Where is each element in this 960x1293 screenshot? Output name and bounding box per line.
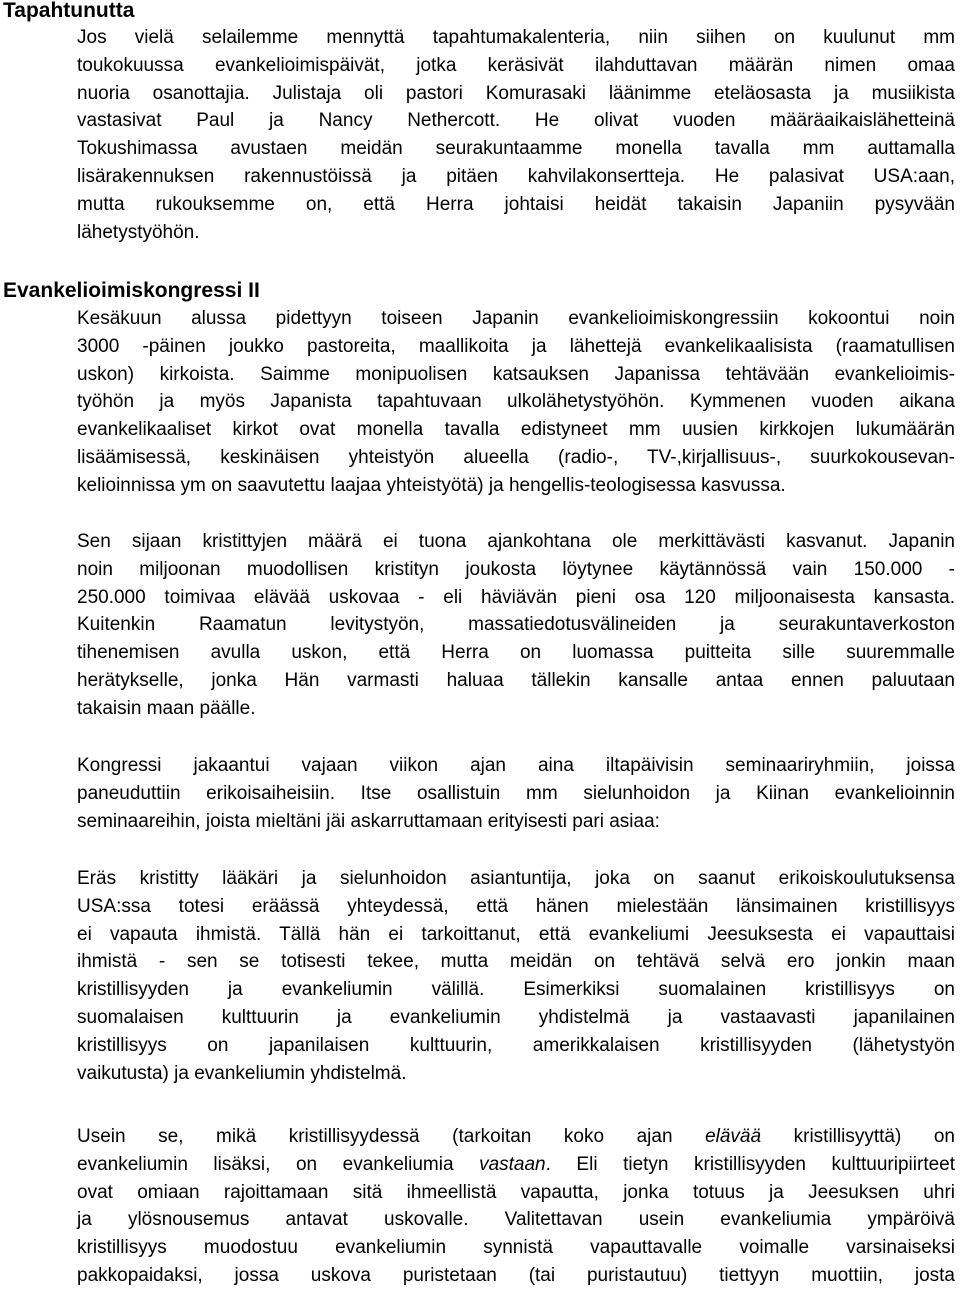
text-line: seminaareihin, joista mieltäni jäi askarruttamaan erityisesti pari asiaa: xyxy=(77,810,660,832)
text-run: . Eli tietyn kristillisyyden kulttuuripiirteet xyxy=(545,1153,956,1175)
text-line: noin miljoonan muodollisen kristityn joukosta löytynee käytännössä vain 150.000 - xyxy=(77,558,955,580)
text-line: paneuduttiin erikoisaiheisiin. Itse osallistuin mm sielunhoidon ja Kiinan evankelioinnin xyxy=(77,782,955,804)
paragraph-culture xyxy=(77,1123,955,1290)
text-line: Kongressi jakaantui vajaan viikon ajan aina iltapäivisin seminaariryhmiin, joissa xyxy=(77,755,955,776)
text-line: uskon) kirkoista. Saimme monipuolisen katsauksen Japanissa tehtävään evankelioimis- xyxy=(77,363,955,385)
text-line: mutta rukouksemme on, että Herra johtaisi heidät takaisin Japaniin pysyvään xyxy=(77,193,955,215)
text-line: lisärakennuksen rakennustöissä ja pitäen kahvilakonsertteja. He palasivat USA:aan, xyxy=(77,165,955,187)
text-line: kristillisyys on japanilaisen kulttuurin, amerikkalaisen kristillisyyden (lähetystyön xyxy=(77,1034,955,1056)
text-line: takaisin maan päälle. xyxy=(77,697,256,719)
text-line: kelioinnissa ym on saavutettu laajaa yhteistyötä) ja hengellis-teologisessa kasvussa. xyxy=(77,474,786,496)
text-line: Kuitenkin Raamatun levitystyön, massatiedotusvälineiden ja seurakuntaverkoston xyxy=(77,614,955,636)
text-line: tihenemisen avulla uskon, että Herra on luomassa puitteita sille suuremmalle xyxy=(77,642,955,664)
paragraph-events xyxy=(77,24,955,246)
text-line: 3000 -päinen joukko pastoreita, maallikoita ja lähettejä evankelikaalisista (raamatullisen xyxy=(77,335,955,357)
text-line: ei vapauta ihmistä. Tällä hän ei tarkoittanut, että evankeliumi Jeesuksesta ei vapauttaisi xyxy=(77,923,955,945)
text-run: ja ylösnousemus antavat uskovalle. Valitettavan usein evankeliumia ympäröivä xyxy=(77,1209,955,1231)
text-line xyxy=(77,1206,955,1234)
section-heading-tapahtunutta: Tapahtunutta xyxy=(3,0,135,22)
text-line: toukokuussa evankelioimispäivät, jotka keräsivät ilahduttavan määrän nimen omaa xyxy=(77,54,955,76)
section-heading-congress: Evankelioimiskongressi II xyxy=(3,279,260,302)
text-line: lähetystyöhön. xyxy=(77,221,200,243)
text-line: kristillisyyden ja evankeliumin välillä. Esimerkiksi suomalainen kristillisyys on xyxy=(77,979,955,1001)
text-line: Kesäkuun alussa pidettyyn toiseen Japanin evankelioimiskongressiin kokoontui noin xyxy=(77,308,955,329)
text-line: herätykselle, jonka Hän varmasti haluaa tällekin kansalle antaa ennen paluutaan xyxy=(77,669,955,691)
text-line: vaikutusta) ja evankeliumin yhdistelmä. xyxy=(77,1062,407,1084)
text-run: Usein se, mikä kristillisyydessä (tarkoitan koko ajan xyxy=(77,1126,706,1147)
text-run: kristillisyyttä) on xyxy=(761,1126,955,1147)
text-line: USA:ssa totesi eräässä yhteydessä, että hänen mielestään länsimainen kristillisyys xyxy=(77,895,955,917)
text-line: nuoria osanottajia. Julistaja oli pastori Komurasaki läänimme eteläosasta ja musiikista xyxy=(77,82,955,104)
text-line: työhön ja myös Japanista tapahtuvaan ulkolähetystyöhön. Kymmenen vuoden aikana xyxy=(77,391,955,413)
text-line xyxy=(77,1151,955,1179)
text-run: evankeliumin lisäksi, on evankeliumia xyxy=(77,1153,480,1175)
paragraph-christian-count xyxy=(77,528,955,723)
text-line: Sen sijaan kristittyjen määrä ei tuona ajankohtana ole merkittävästi kasvanut. Japanin xyxy=(77,531,955,552)
paragraph-doctor xyxy=(77,865,955,1087)
paragraph-seminars xyxy=(77,752,955,835)
text-line: suomalaisen kulttuurin ja evankeliumin yhdistelmä ja vastaavasti japanilainen xyxy=(77,1006,955,1028)
text-run: ovat omiaan rajoittamaan sitä ihmeellistä vapautta, jonka totuus ja Jeesuksen uhri xyxy=(77,1181,955,1203)
text-line: Tokushimassa avustaen meidän seurakuntaamme monella tavalla mm auttamalla xyxy=(77,138,955,160)
emphasis-text: vastaan xyxy=(479,1153,546,1175)
text-line xyxy=(77,1262,955,1290)
text-line: Jos vielä selailemme mennyttä tapahtumakalenteria, niin siihen on kuulunut mm xyxy=(77,27,955,48)
text-line: 250.000 toimivaa elävää uskovaa - eli häviävän pieni osa 120 miljoonaisesta kansasta. xyxy=(77,586,955,608)
text-line: ihmistä - sen se totisesti tekee, mutta meidän on tehtävä selvä ero jonkin maan xyxy=(77,951,955,973)
text-line: lisäämisessä, keskinäisen yhteistyön alueella (radio-, TV-,kirjallisuus-, suurkokousevan- xyxy=(77,446,955,468)
text-line: Eräs kristitty lääkäri ja sielunhoidon asiantuntija, joka on saanut erikoiskoulutuksensa xyxy=(77,868,955,889)
text-line xyxy=(77,1123,955,1151)
emphasis-text: elävää xyxy=(705,1126,762,1147)
text-line: evankelikaaliset kirkot ovat monella tavalla edistyneet mm uusien kirkkojen lukumäärän xyxy=(77,419,955,441)
text-line xyxy=(77,1179,955,1207)
text-run: kristillisyys muodostuu evankeliumin synnistä vapauttavalle voimalle varsinaiseksi xyxy=(77,1237,955,1259)
text-run: pakkopaidaksi, jossa uskova puristetaan (tai puristautuu) tiettyyn muottiin, josta xyxy=(77,1264,955,1286)
text-line: vastasivat Paul ja Nancy Nethercott. He olivat vuoden määräaikaislähetteinä xyxy=(77,110,955,132)
text-line xyxy=(77,1234,955,1262)
paragraph-congress-intro xyxy=(77,305,955,500)
